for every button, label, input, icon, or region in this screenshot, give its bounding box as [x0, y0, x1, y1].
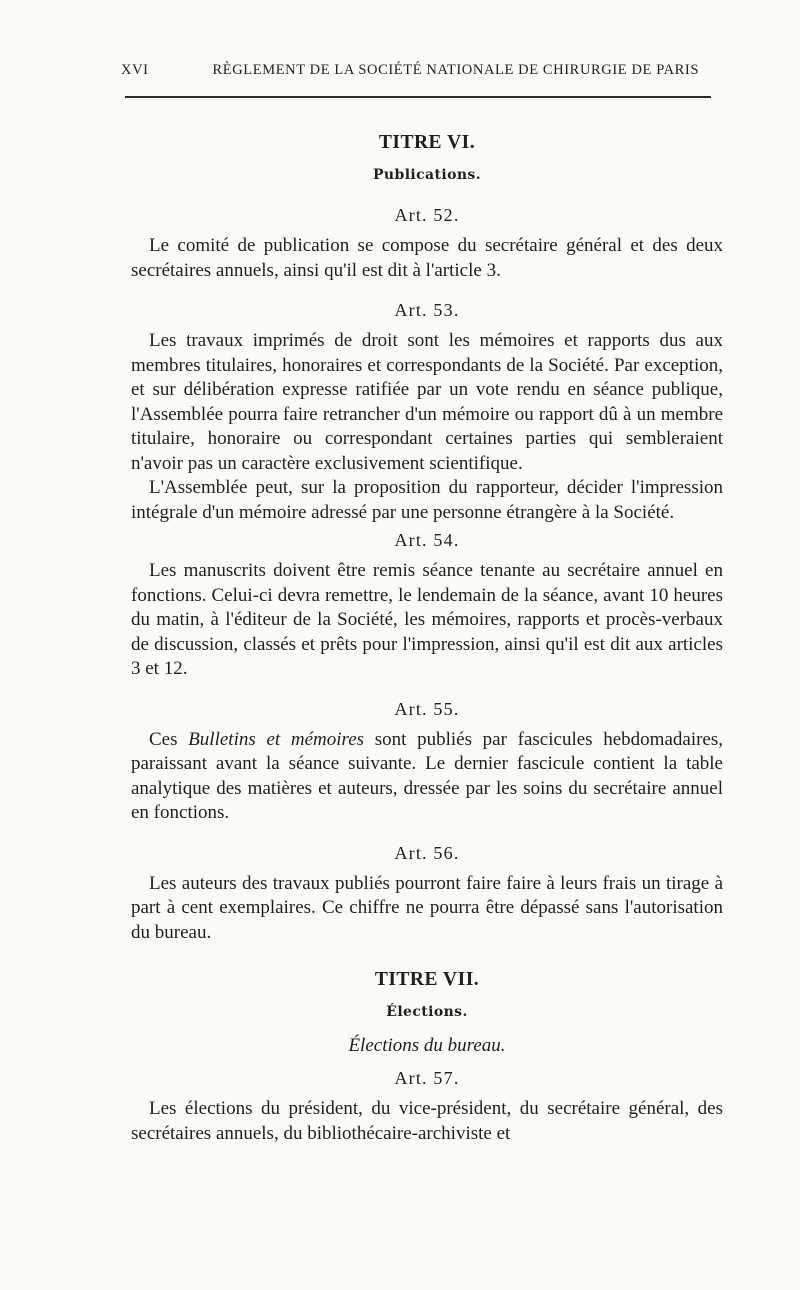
- running-head: [121, 62, 699, 79]
- article-53-label: Art. 53.: [394, 300, 460, 320]
- article-56-label: Art. 56.: [394, 842, 460, 863]
- titre-vi-heading: TITRE VI.: [378, 132, 476, 153]
- article-55-text: [131, 728, 723, 826]
- article-56-text: Les auteurs des travaux publiés pourront faire faire à leurs frais un tirage à part à cent exemplaires. Ce chiffre ne pourra être dépassé sans l'autorisation du bureau.: [131, 872, 723, 943]
- article-52-text: Le comité de publication se compose du secrétaire général et des deux secrétaires annuels, ainsi qu'il est dit à l'article 3.: [131, 235, 723, 281]
- article-53-text-1: Les travaux imprimés de droit sont les mémoires et rapports dus aux membres titulaires, honoraires et correspondants de la Société. Par exception, et sur délibération expresse ratifiée par un vote rendu en séance publique, l'Assemblée pourra faire retrancher d'un mémoire ou rapport dû à un membre titulaire, honoraire ou correspondant certaines parties qui sembleraient n'avoir pas un caractère exclusivement scientifique.: [131, 330, 723, 474]
- article-57-label: Art. 57.: [394, 1068, 460, 1088]
- article-55-label: Art. 55.: [394, 698, 460, 719]
- article-55-italic-title: Bulletins et mémoires: [188, 728, 365, 750]
- article-52-label: Art. 52.: [394, 205, 460, 225]
- article-54-text: Les manuscrits doivent être remis séance tenante au secrétaire annuel en fonctions. Celui-ci devra remettre, le lendemain de la séance, avant 10 heures du matin, à l'éditeur de la Société, les mémoires, rapports et procès-verbaux de discussion, classés et prêts pour l'impression, ainsi qu'il est dit aux articles 3 et 12.: [131, 560, 723, 679]
- running-title: RÈGLEMENT DE LA SOCIÉTÉ NATIONALE DE CHIRURGIE DE PARIS: [212, 62, 699, 78]
- article-55-text-after: sont publiés par fascicules hebdomadaires, paraissant avant la séance suivante. Le dernier fascicule contient la table analytique des matières et auteurs, dressée par les soins du secrétaire annuel en fonctions.: [131, 728, 724, 823]
- article-55-text-before: Ces: [149, 728, 189, 750]
- page-number: XVI: [121, 62, 149, 78]
- article-57-text: Les élections du président, du vice-président, du secrétaire général, des secrétaires annuels, du bibliothécaire-archiviste et: [131, 1098, 723, 1144]
- titre-vii-heading: TITRE VII.: [374, 969, 480, 990]
- publications-heading: Publications.: [373, 167, 481, 183]
- page-body: [131, 128, 723, 1146]
- elections-heading: Élections.: [386, 1004, 468, 1020]
- elections-du-bureau-heading: Élections du bureau.: [348, 1035, 506, 1056]
- article-53-text-2: L'Assemblée peut, sur la proposition du rapporteur, décider l'impression intégrale d'un mémoire adressé par une personne étrangère à la Société.: [131, 477, 723, 523]
- header-rule: [125, 96, 711, 98]
- article-54-label: Art. 54.: [394, 530, 460, 550]
